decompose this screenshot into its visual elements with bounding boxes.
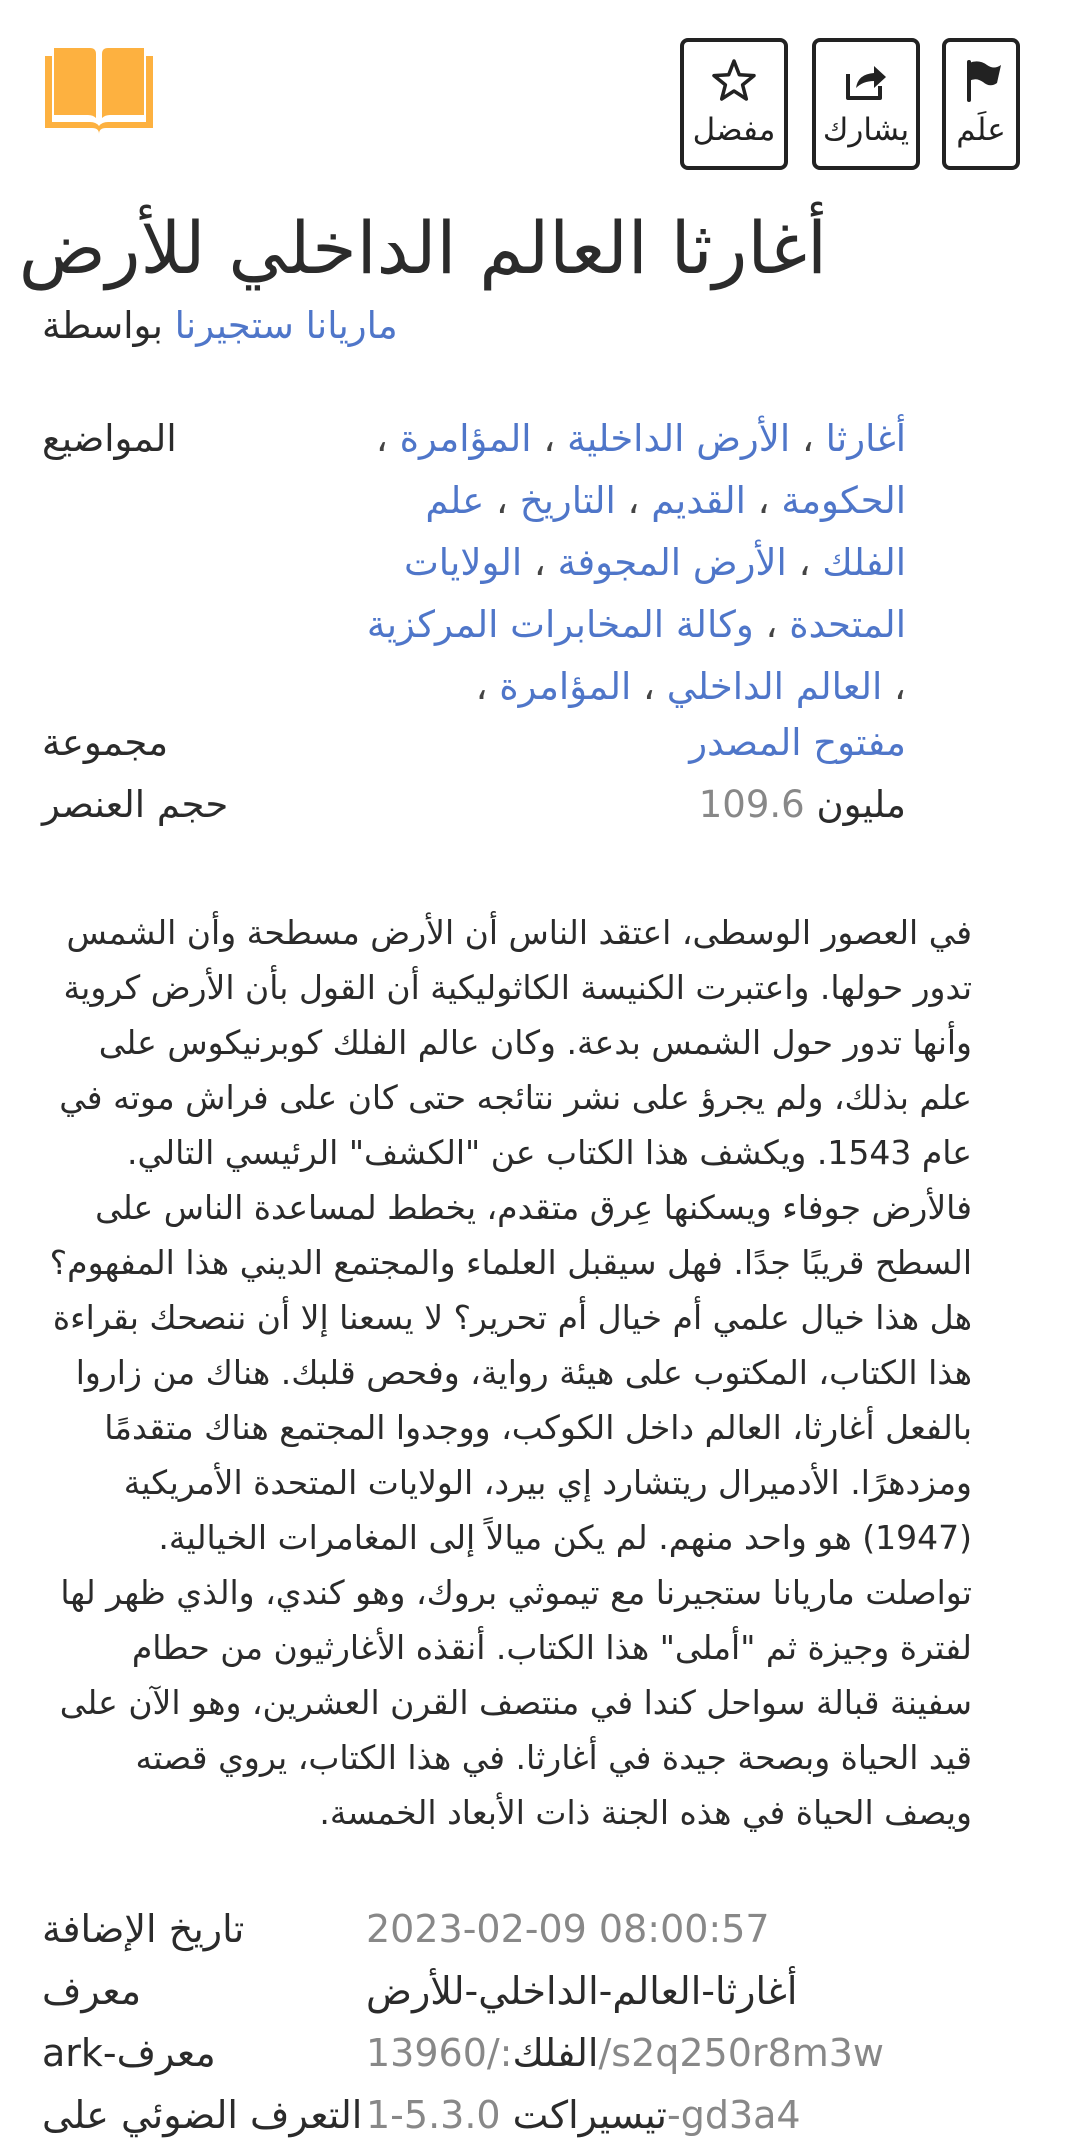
ark-word: الفلك (512, 2031, 599, 2075)
topic-separator: ، (475, 665, 500, 708)
topic-link[interactable]: الحكومة (781, 479, 906, 522)
topic-separator: ، (615, 479, 652, 522)
topic-link[interactable]: الأرض الداخلية (567, 417, 791, 460)
collection-value-row (366, 712, 906, 774)
added-date-label: تاريخ الإضافة (42, 1907, 245, 1951)
share-label: يشارك (822, 112, 910, 148)
collection-label: مجموعة (42, 721, 169, 764)
ark-identifier-row (42, 2022, 1042, 2084)
topic-separator: ، (753, 603, 790, 646)
topic-separator: ، (631, 665, 667, 708)
page-title: أغارثا العالم الداخلي للأرض (18, 206, 827, 290)
share-button[interactable] (812, 38, 920, 170)
topic-link[interactable]: المؤامرة (499, 665, 632, 708)
flag-label: علَم (956, 112, 1006, 148)
ocr-value (366, 2084, 801, 2146)
byline-prefix: بواسطة (42, 304, 163, 347)
description: في العصور الوسطى، اعتقد الناس أن الأرض مسطحة وأن الشمس تدور حولها. واعتبرت الكنيسة الكاثوليكية أن القول بأن الأرض كروية وأنها تدور حول الشمس بدعة. وكان عالم الفلك كوبرنيكوس على علم بذلك، ولم يجرؤ على نشر نتائجه حتى كان على فراش موته في عام 1543. ويكشف هذا الكتاب عن "الكشف" الرئيسي التالي. فالأرض جوفاء ويسكنها عِرق متقدم، يخطط لمساعدة الناس على السطح قريبًا جدًا. فهل سيقبل العلماء والمجتمع الديني هذا المفهوم؟ هل هذا خيال علمي أم خيال أم تحرير؟ لا يسعنا إلا أن ننصحك بقراءة هذا الكتاب، المكتوب على هيئة رواية، وفحص قلبك. هناك من زاروا بالفعل أغارثا، العالم داخل الكوكب، ووجدوا المجتمع هناك متقدمًا ومزدهرًا. الأدميرال ريتشارد إي بيرد، الولايات المتحدة الأمريكية (1947) هو واحد منهم. لم يكن ميالاً إلى المغامرات الخيالية. تواصلت ماريانا ستجيرنا مع تيموثي بروك، وهو كندي، والذي ظهر لها لفترة وجيزة ثم "أملى" هذا الكتاب. أنقذه الأغارثيون من حطام سفينة قبالة سواحل كندا في منتصف القرن العشرين، وهو الآن على قيد الحياة وبصحة جيدة في أغارثا. في هذا الكتاب، يروي قصته ويصف الحياة في هذه الجنة ذات الأبعاد الخمسة. (49, 913, 972, 1832)
ocr-version: 1-5.3.0 (366, 2093, 501, 2137)
item-size-value (366, 774, 906, 836)
topic-link[interactable]: علم الفلك (425, 479, 906, 584)
topic-link[interactable]: التاريخ (519, 479, 616, 522)
topic-link[interactable]: الأرض المجوفة (557, 541, 787, 584)
favorite-label: مفضل (692, 112, 776, 148)
added-date-value: 2023-02-09 08:00:57 (366, 1907, 770, 1951)
topic-link[interactable]: أغارثا (825, 417, 906, 460)
ocr-row (42, 2084, 1042, 2146)
topic-separator: ، (882, 665, 906, 708)
topic-separator: ، (522, 541, 558, 584)
added-date-row (42, 1898, 1042, 1960)
topics-label: المواضيع (42, 417, 177, 460)
ark-identifier-label: معرف-ark (42, 2031, 216, 2075)
identifier-value: أغارثا-العالم-الداخلي-للأرض (366, 1969, 798, 2013)
topic-separator: ، (790, 417, 826, 460)
ark-number: 13960/: (366, 2031, 513, 2075)
topics-list (366, 408, 906, 718)
topic-link[interactable]: المؤامرة (399, 417, 532, 460)
ark-identifier-value (366, 2022, 884, 2084)
ocr-label: التعرف الضوئي على (42, 2093, 363, 2137)
topic-separator: ، (375, 417, 400, 460)
topic-separator: ، (786, 541, 823, 584)
flag-button[interactable] (942, 38, 1020, 170)
topic-link[interactable]: القديم (651, 479, 746, 522)
topic-link[interactable]: العالم الداخلي (666, 665, 883, 708)
ocr-hash: -gd3a4 (667, 2093, 801, 2137)
identifier-label: معرف (42, 1969, 142, 2013)
topic-separator: ، (484, 479, 520, 522)
topic-link[interactable]: وكالة المخابرات المركزية (366, 603, 754, 646)
share-icon (842, 56, 890, 104)
item-size-label: حجم العنصر (42, 783, 229, 826)
byline (42, 300, 398, 352)
open-book-icon (42, 48, 156, 134)
topic-separator: ، (745, 479, 782, 522)
item-size-unit: مليون (816, 783, 906, 826)
ocr-engine: تيسيراكت (500, 2093, 668, 2137)
star-icon (710, 56, 758, 104)
flag-icon (957, 56, 1005, 104)
favorite-button[interactable] (680, 38, 788, 170)
ark-code: /s2q250r8m3w (598, 2031, 884, 2075)
topic-separator: ، (531, 417, 568, 460)
identifier-row (42, 1960, 1042, 2022)
topic-link[interactable]: الولايات المتحدة (403, 541, 906, 646)
collection-link[interactable]: مفتوح المصدر (689, 721, 906, 764)
author-link[interactable]: ماريانا ستجيرنا (174, 304, 398, 347)
item-size-number: 109.6 (698, 783, 805, 826)
